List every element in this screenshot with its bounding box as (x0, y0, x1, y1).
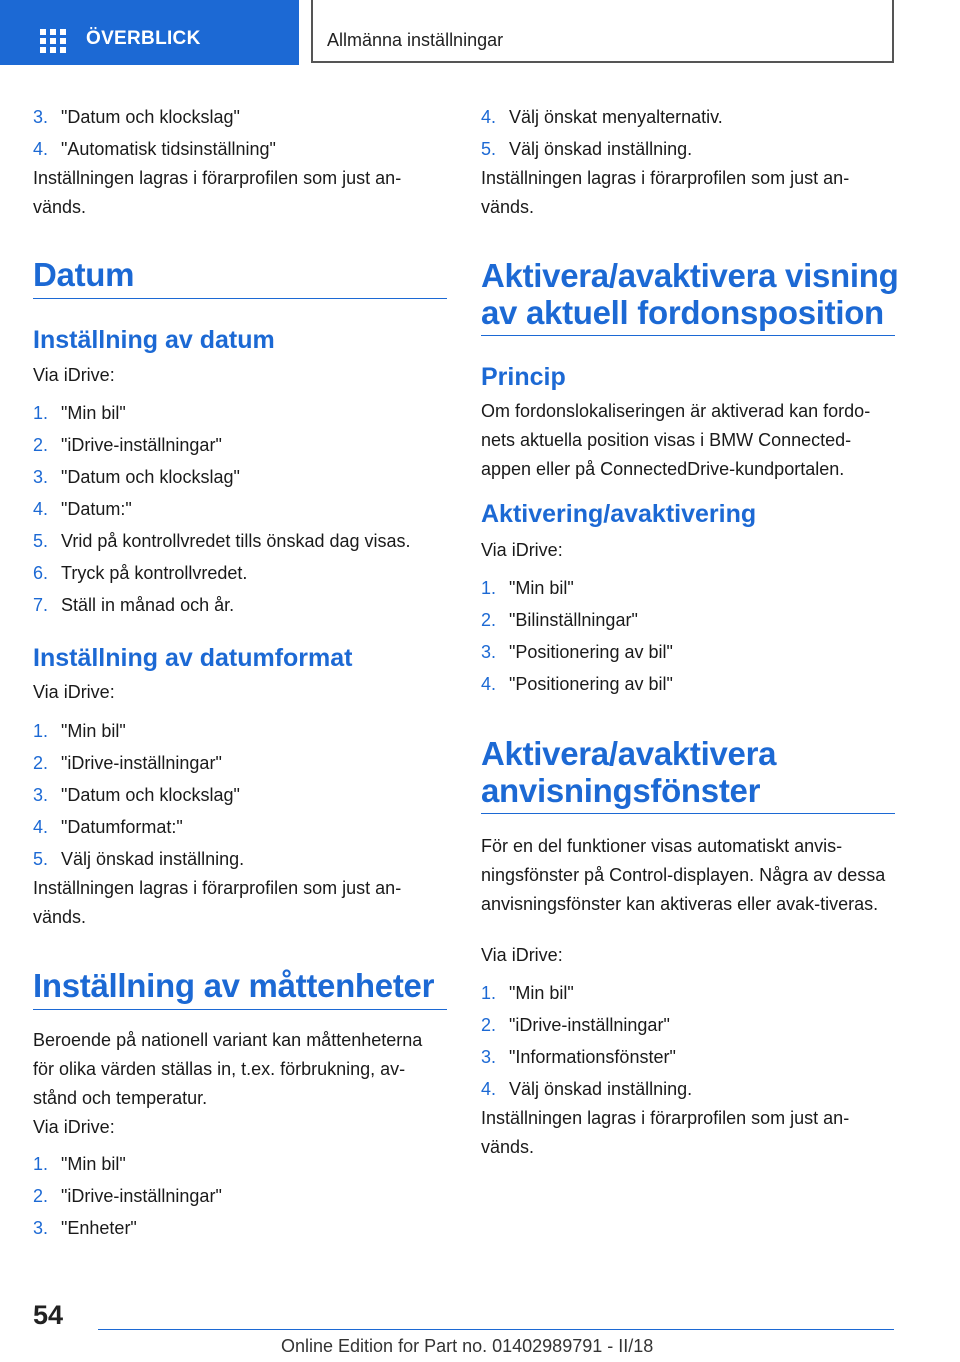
overview-tab-label: ÖVERBLICK (86, 28, 201, 49)
principle-text: Om fordonslokaliseringen är aktiverad kan fordo-nets aktuella position visas i BMW Connected-appen eller på ConnectedDrive-kundportalen. (481, 401, 871, 479)
heading-rule (33, 1009, 447, 1010)
page-number: 54 (33, 1300, 64, 1330)
profile-note: Inställningen lagras i förarprofilen som just an-vänds. (481, 1108, 850, 1157)
via-idrive: Via iDrive: (481, 540, 563, 560)
heading-principle: Princip (481, 363, 566, 391)
heading-rule (33, 298, 447, 299)
section-header (311, 0, 894, 63)
via-idrive: Via iDrive: (33, 1117, 115, 1137)
profile-note: Inställningen lagras i förarprofilen som just an-vänds. (481, 168, 850, 217)
profile-note: Inställningen lagras i förarprofilen som just an-vänds. (33, 168, 402, 217)
profile-note: Inställningen lagras i förarprofilen som just an-vänds. (33, 878, 402, 927)
heading-hints-line1: Aktivera/avaktivera (481, 735, 777, 772)
heading-hints-line2: anvisningsfönster (481, 772, 761, 809)
section-title: Allmänna inställningar (327, 30, 504, 50)
via-idrive: Via iDrive: (33, 682, 115, 702)
heading-activation: Aktivering/avaktivering (481, 500, 757, 528)
heading-datum: Datum (33, 256, 135, 293)
heading-set-date: Inställning av datum (33, 326, 275, 354)
footer-edition: Online Edition for Part no. 01402989791 - II/18 (281, 1336, 654, 1356)
heading-rule (481, 813, 895, 814)
grid-icon (40, 29, 66, 53)
heading-position-line1: Aktivera/avaktivera visning (481, 257, 899, 294)
via-idrive: Via iDrive: (33, 365, 115, 385)
heading-units: Inställning av måttenheter (33, 967, 435, 1004)
heading-position-line2: av aktuell fordonsposition (481, 294, 884, 331)
overview-tab[interactable] (0, 0, 299, 65)
via-idrive: Via iDrive: (481, 945, 563, 965)
heading-date-format: Inställning av datumformat (33, 644, 353, 672)
units-description: Beroende på nationell variant kan måttenheterna för olika värden ställas in, t.ex. förbrukning, av-stånd och temperatur. (33, 1030, 423, 1108)
heading-rule (481, 335, 895, 336)
footer-rule (98, 1329, 894, 1330)
hints-description: För en del funktioner visas automatiskt anvis-ningsfönster på Control-displayen. Några av dessa anvisningsfönster kan aktiveras eller avak-tiveras. (481, 836, 886, 914)
